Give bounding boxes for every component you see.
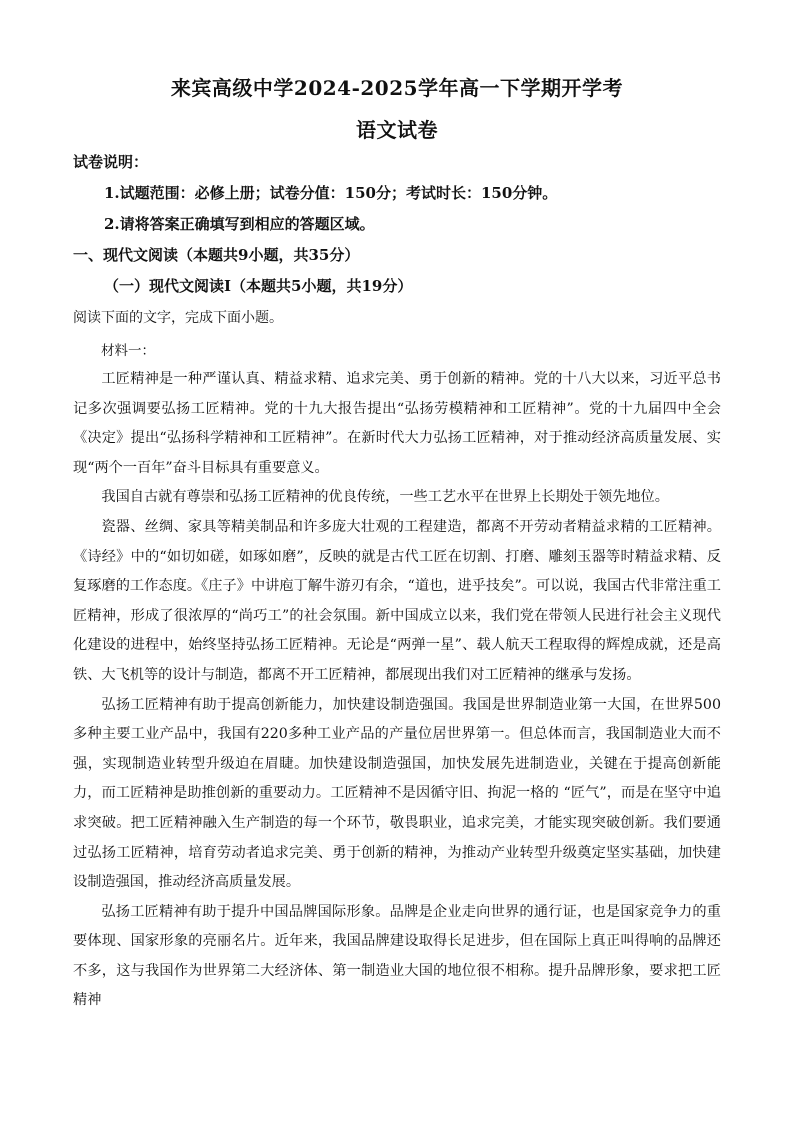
- instruction-item-2: 2.请将答案正确填写到相应的答题区域。: [104, 215, 375, 233]
- paragraph: 弘扬工匠精神有助于提高创新能力，加快建设制造强国。我国是世界制造业第一大国，在世界500多种主要工业产品中，我国有220多种工业产品的产量位居世界第一。但总体而言，我国制造业大而不强，实现制造业转型升级迫在眉睫。加快建设制造强国，加快发展先进制造业，关键在于提高创新能力，而工匠精神是助推创新的重要动力。工匠精神不是因循守旧、拘泥一格的 “匠气”，而是在坚守中追求突破。把工匠精神融入生产制造的每一个环节，敬畏职业，追求完美，才能实现突破创新。我们要通过弘扬工匠精神，培育劳动者追求完美、勇于创新的精神，为推动产业转型升级奠定坚实基础，加快建设制造强国，推动经济高质量发展。: [73, 696, 721, 891]
- paragraph: 工匠精神是一种严谨认真、精益求精、追求完美、勇于创新的精神。党的十八大以来，习近平总书记多次强调要弘扬工匠精神。党的十九大报告提出“弘扬劳模精神和工匠精神”。党的十九届四中全会《决定》提出“弘扬科学精神和工匠精神”。在新时代大力弘扬工匠精神，对于推动经济高质量发展、实现“两个一百年”奋斗目标具有重要意义。: [73, 371, 721, 476]
- page-title: 来宾高级中学2024-2025学年高一下学期开学考: [170, 76, 624, 100]
- instructions-heading: 试卷说明：: [73, 153, 149, 171]
- reading-prompt: 阅读下面的文字，完成下面小题。: [73, 310, 283, 326]
- page-subtitle: 语文试卷: [356, 118, 438, 142]
- paragraph: 瓷器、丝绸、家具等精美制品和许多庞大壮观的工程建造，都离不开劳动者精益求精的工匠精神。《诗经》中的“如切如磋，如琢如磨”，反映的就是古代工匠在切割、打磨、雕刻玉器等时精益求精、反复琢磨的工作态度。《庄子》中讲庖丁解牛游刃有余，“道也，进乎技矣”。可以说，我国古代非常注重工匠精神，形成了很浓厚的“尚巧工”的社会氛围。新中国成立以来，我们党在带领人民进行社会主义现代化建设的进程中，始终坚持弘扬工匠精神。无论是“两弹一星”、载人航天工程取得的辉煌成就，还是高铁、大飞机等的设计与制造，都离不开工匠精神，都展现出我们对工匠精神的继承与发扬。: [73, 518, 721, 683]
- section-heading: 一、现代文阅读（本题共9小题，共35分）: [73, 246, 360, 264]
- material-label: 材料一：: [101, 343, 155, 359]
- paragraph: 弘扬工匠精神有助于提升中国品牌国际形象。品牌是企业走向世界的通行证，也是国家竞争力的重要体现、国家形象的亮丽名片。近年来，我国品牌建设取得长足进步，但在国际上真正叫得响的品牌还不多，这与我国作为世界第二大经济体、第一制造业大国的地位很不相称。提升品牌形象，要求把工匠精神: [73, 903, 721, 1009]
- instruction-item-1: 1.试题范围：必修上册；试卷分值：150分；考试时长：150分钟。: [104, 184, 558, 202]
- subsection-heading: （一）现代文阅读Ⅰ（本题共5小题，共19分）: [104, 277, 413, 295]
- paragraph: 我国自古就有尊崇和弘扬工匠精神的优良传统，一些工艺水平在世界上长期处于领先地位。: [101, 489, 669, 506]
- material-body: [73, 365, 721, 1016]
